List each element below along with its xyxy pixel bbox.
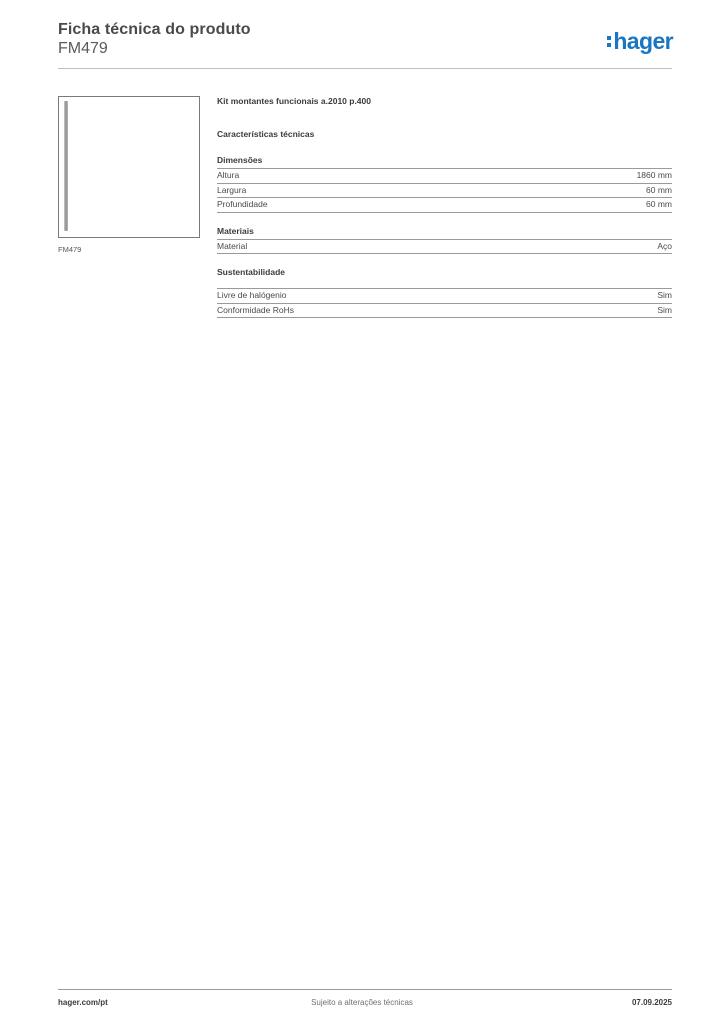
spec-label: Livre de halógenio <box>217 290 287 300</box>
materials-group <box>217 226 672 255</box>
spec-value: Aço <box>657 240 672 251</box>
spec-content <box>217 96 672 331</box>
spec-row <box>217 240 672 255</box>
header-divider <box>58 68 672 69</box>
image-caption: FM479 <box>58 245 82 254</box>
product-image <box>58 96 200 238</box>
sustainability-group <box>217 267 672 318</box>
group-title: Materiais <box>217 226 672 240</box>
sustainability-rows <box>217 288 672 318</box>
spec-label: Altura <box>217 170 240 180</box>
spec-label: Material <box>217 240 248 251</box>
footer-note: Sujeito a alterações técnicas <box>311 998 413 1007</box>
logo-dots-icon <box>607 28 611 54</box>
spec-row <box>217 184 672 199</box>
spec-label: Profundidade <box>217 199 268 209</box>
dimensions-group <box>217 155 672 213</box>
spec-row <box>217 289 672 304</box>
group-title: Sustentabilidade <box>217 267 286 277</box>
spec-value: Sim <box>657 304 672 315</box>
spec-label: Conformidade RoHs <box>217 304 295 315</box>
spec-row <box>217 304 672 319</box>
product-name: Kit montantes funcionais a.2010 p.400 <box>217 96 371 106</box>
product-code-subtitle: FM479 <box>58 40 108 57</box>
technical-characteristics-heading: Características técnicas <box>217 129 315 139</box>
spec-value: Sim <box>657 290 672 300</box>
page-title: Ficha técnica do produto <box>58 21 251 38</box>
spec-value: 60 mm <box>646 199 672 209</box>
logo-text: hager <box>613 28 673 54</box>
footer-date: 07.09.2025 <box>631 998 672 1007</box>
hager-logo <box>607 28 673 54</box>
footer-divider <box>58 989 672 990</box>
footer-website-link[interactable]: hager.com/pt <box>58 998 108 1007</box>
spec-row <box>217 169 672 184</box>
group-title: Dimensões <box>217 155 672 169</box>
rail-image-icon <box>64 101 68 231</box>
spec-value: 60 mm <box>646 184 672 195</box>
spec-label: Largura <box>217 184 247 195</box>
spec-value: 1860 mm <box>636 170 672 180</box>
spec-row <box>217 198 672 213</box>
